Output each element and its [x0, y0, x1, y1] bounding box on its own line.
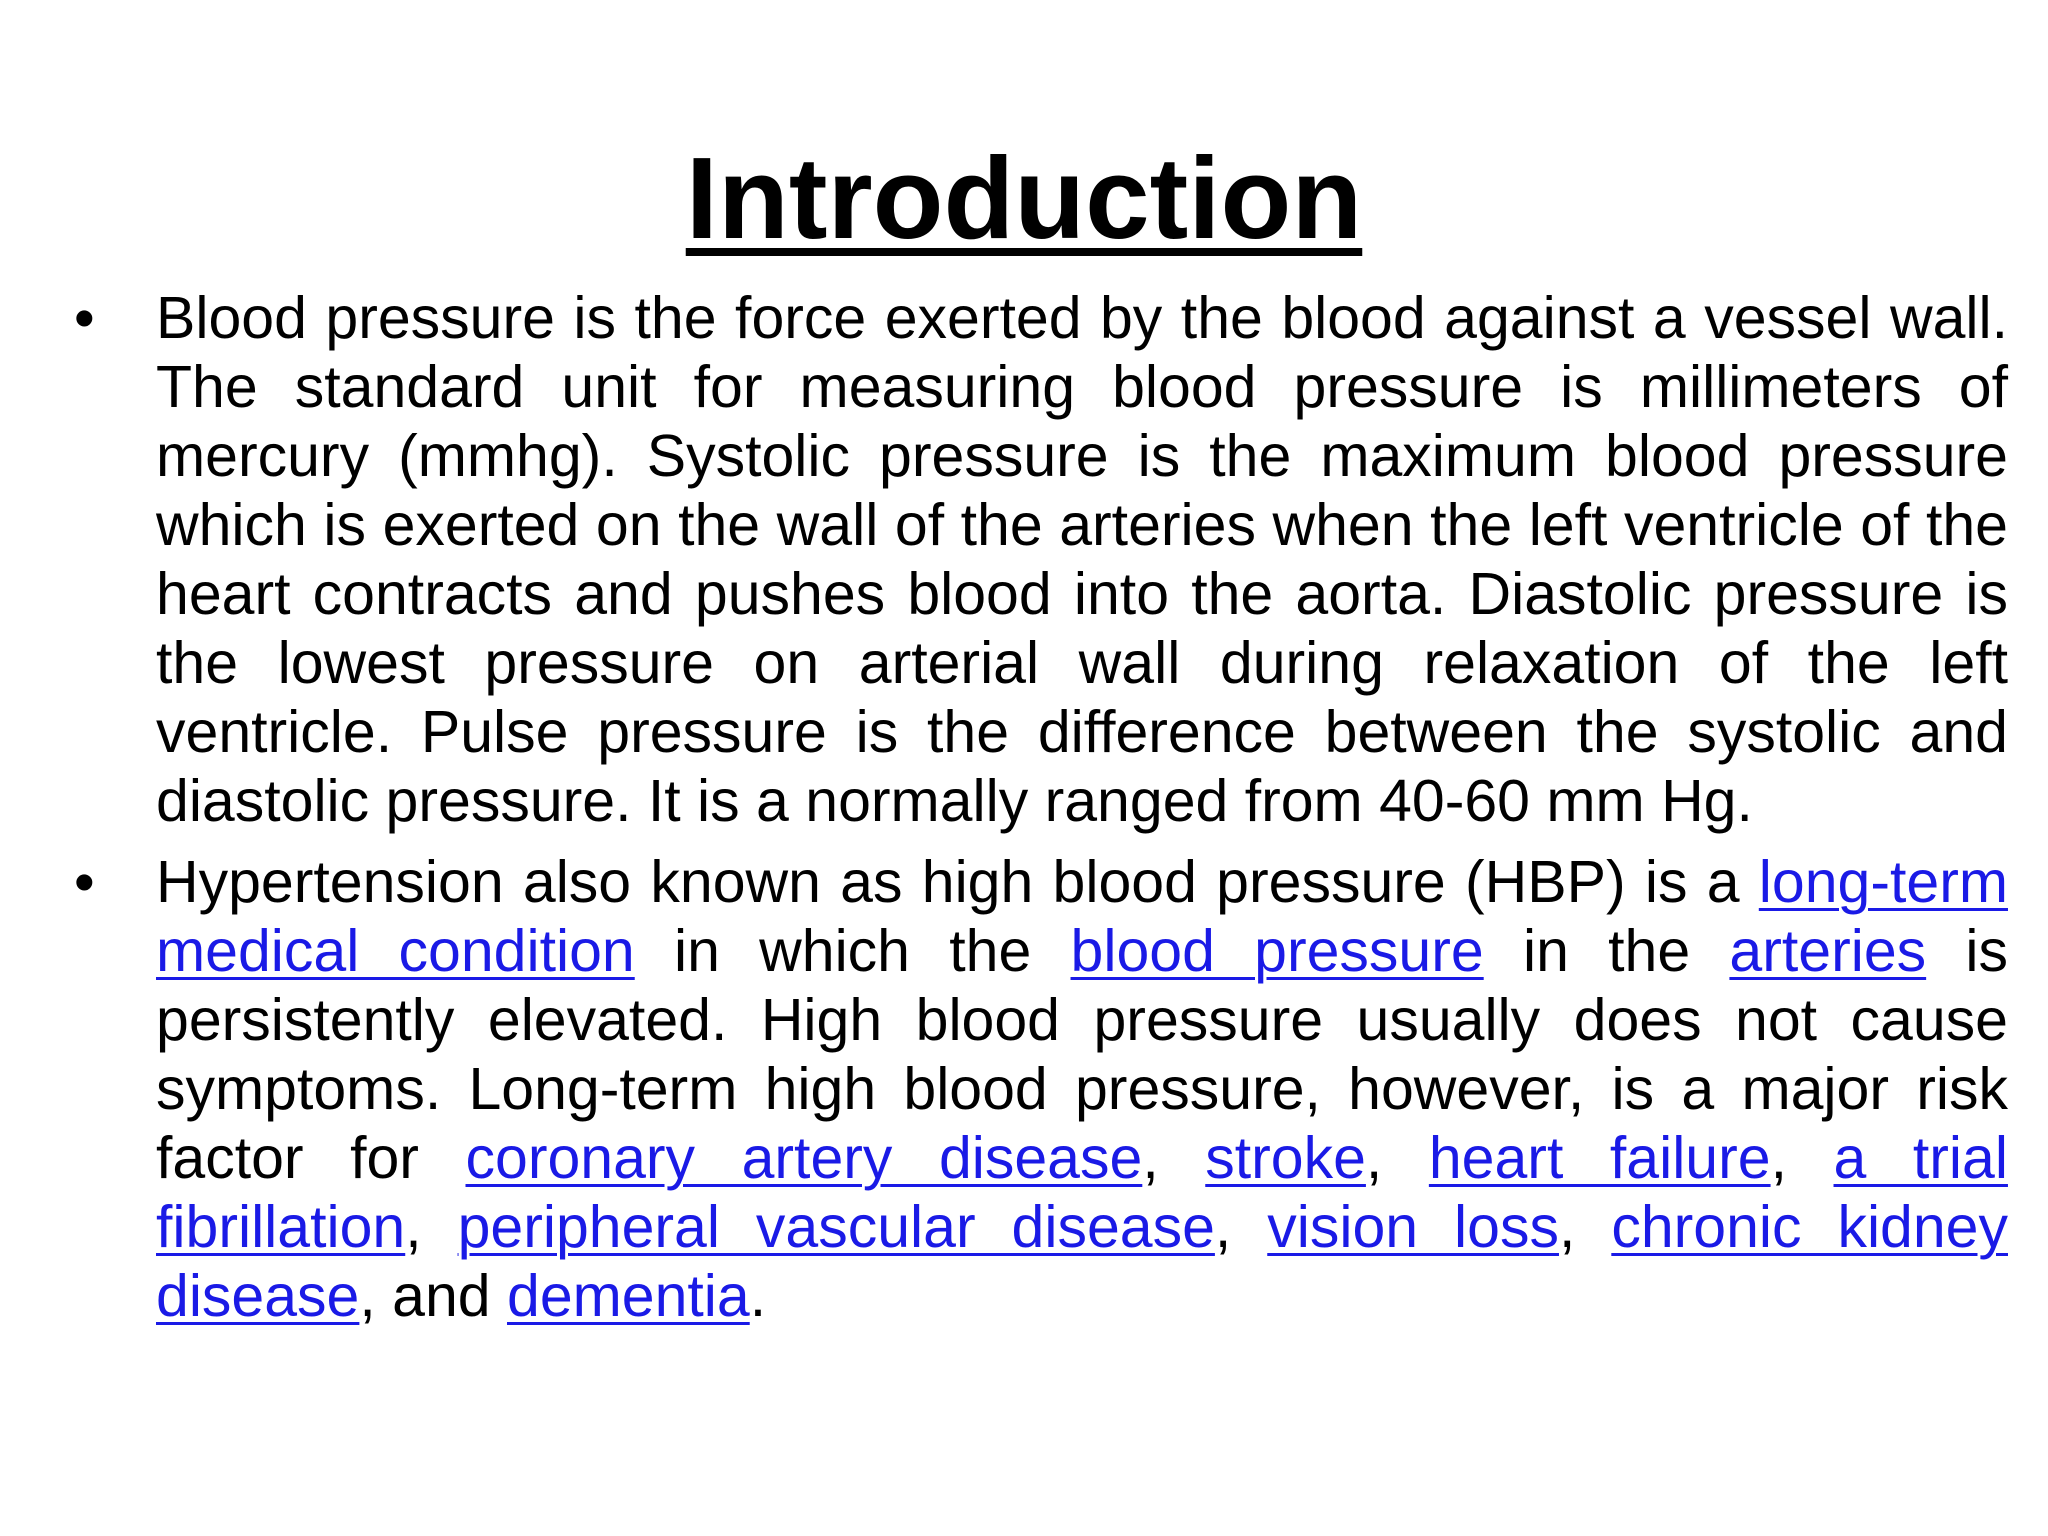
slide-title [0, 128, 2048, 268]
link-medical-condition[interactable]: medical condition [156, 918, 635, 984]
bullet-list [70, 284, 2008, 1343]
bullet-text-segment: , [1770, 1125, 1834, 1191]
link-stroke[interactable]: stroke [1205, 1125, 1366, 1191]
bullet-text-segment: in which the [634, 918, 1071, 984]
slide-title-text: Introduction [685, 133, 1363, 263]
link-heart-failure[interactable]: heart failure [1428, 1125, 1771, 1191]
link-dementia[interactable]: dementia [507, 1263, 750, 1329]
bullet-text-segment: , [1142, 1125, 1206, 1191]
bullet-item-hypertension [70, 848, 2008, 1331]
link-arteries[interactable]: arteries [1729, 918, 1927, 984]
link-peripheral-vascular-disease[interactable]: peripheral vascular disease [457, 1194, 1215, 1260]
bullet-text-segment: , [1365, 1125, 1429, 1191]
bullet-text-segment: is persistently elevated. High blood pressure usually does not cause symptoms. Long-term high blood pressure, however, is a major risk factor for [156, 918, 2008, 1191]
link-long-term[interactable]: long-term [1758, 849, 2008, 915]
bullet-text-segment: , [1558, 1194, 1612, 1260]
link-chronic-kidney-disease[interactable]: chronic kidney disease [156, 1194, 2008, 1329]
bullet-item-blood-pressure [70, 284, 2008, 836]
link-blood-pressure[interactable]: blood pressure [1070, 918, 1484, 984]
link-atrial-fibrillation[interactable]: a trial fibrillation [156, 1125, 2008, 1260]
bullet-text-segment: in the [1483, 918, 1730, 984]
bullet-dot-icon: • [74, 285, 95, 351]
bullet-text-segment: Hypertension also known as high blood pressure (HBP) is a [156, 849, 1759, 915]
link-vision-loss[interactable]: vision loss [1267, 1194, 1559, 1260]
bullet-text-segment: . [749, 1263, 767, 1329]
link-coronary-artery-disease[interactable]: coronary artery disease [465, 1125, 1143, 1191]
bullet-text-segment: , [405, 1194, 458, 1260]
bullet-text-segment: , and [359, 1263, 507, 1329]
bullet-text: Blood pressure is the force exerted by the blood against a vessel wall. The standard unit for measuring blood pressure is millimeters of mercury (mmhg). Systolic pressure is the maximum blood pressure which is exerted on the wall of the arteries when the left ventricle of the heart contracts and pushes blood into the aorta. Diastolic pressure is the lowest pressure on arterial wall during relaxation of the left ventricle. Pulse pressure is the difference between the systolic and diastolic pressure. It is a normally ranged from 40-60 mm Hg. [156, 285, 2008, 834]
bullet-dot-icon: • [74, 849, 95, 915]
bullet-text-segment: , [1214, 1194, 1268, 1260]
